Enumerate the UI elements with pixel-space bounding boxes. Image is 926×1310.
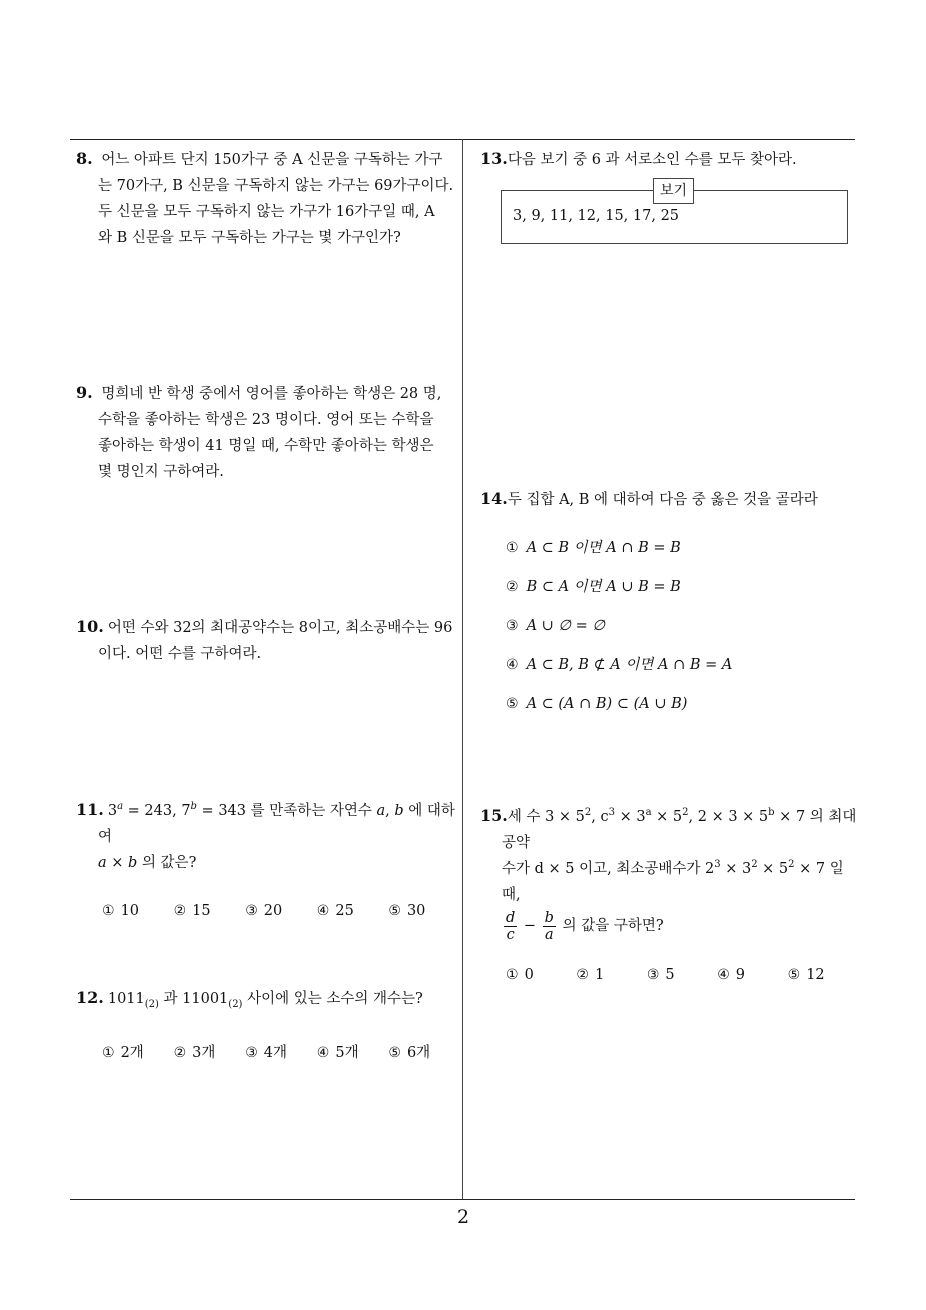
question-number: 9. xyxy=(76,383,93,402)
bottom-rule xyxy=(70,1199,855,1200)
choice-list xyxy=(480,962,858,988)
choice-item[interactable] xyxy=(388,1040,460,1066)
exponent: 2 xyxy=(788,859,795,871)
choice-text: 1 xyxy=(594,967,605,983)
choice-text: A ⊂ B 이면 A ∩ B = B xyxy=(526,540,681,556)
choice-text: 9 xyxy=(735,967,746,983)
expr-part: × 5 xyxy=(757,861,789,877)
choice-marker: ④ xyxy=(717,967,730,983)
exponent: 2 xyxy=(751,859,758,871)
question-9-line xyxy=(76,380,460,407)
denominator: c xyxy=(506,926,515,943)
choice-item[interactable] xyxy=(506,962,576,988)
choice-item[interactable] xyxy=(102,1040,174,1066)
choice-marker: ① xyxy=(102,1045,115,1061)
choice-text: A ⊂ (A ∩ B) ⊂ (A ∪ B) xyxy=(526,696,688,712)
question-15-text: 의 값을 구하면? xyxy=(562,918,664,934)
choice-list xyxy=(76,1040,460,1066)
expr-part: × 7 의 최대공약 xyxy=(502,809,857,851)
choice-marker: ③ xyxy=(646,967,660,983)
question-9-text: 명희네 반 학생 중에서 영어를 좋아하는 학생은 28 명, xyxy=(101,386,442,402)
question-9 xyxy=(76,380,460,485)
choice-item[interactable] xyxy=(245,898,317,924)
choice-item[interactable] xyxy=(245,1040,317,1066)
bogi-title: 보기 xyxy=(653,178,694,204)
choice-marker: ⑤ xyxy=(787,967,801,983)
question-number: 11. xyxy=(76,800,104,819)
expr-part: 세 수 3 × 5 xyxy=(507,809,585,825)
numerator: d xyxy=(506,909,516,926)
question-8-line xyxy=(76,146,460,173)
choice-text: 15 xyxy=(192,903,211,919)
choice-text: 5 xyxy=(665,967,675,983)
choice-marker: ④ xyxy=(506,657,519,673)
expr-part: × 5 xyxy=(651,809,683,825)
question-number: 13. xyxy=(480,149,508,168)
question-number: 14. xyxy=(480,489,508,508)
question-13-line xyxy=(480,146,855,173)
binary-number-1: 1011 xyxy=(107,991,145,1007)
choice-text: A ⊂ B, B ⊄ A 이면 A ∩ B = A xyxy=(526,657,733,673)
fraction-b-over-a xyxy=(543,910,556,943)
expr-part: 수가 d × 5 이고, 최소공배수가 2 xyxy=(502,861,715,877)
expr-part: × 3 xyxy=(720,861,752,877)
choice-text: 0 xyxy=(524,967,534,983)
choice-marker: ⑤ xyxy=(388,1045,401,1061)
choice-item[interactable] xyxy=(174,898,246,924)
choice-marker: ③ xyxy=(506,618,519,634)
question-12-text: 사이에 있는 소수의 개수는? xyxy=(247,991,423,1007)
expr-part: × 3 xyxy=(615,809,646,825)
exponent: b xyxy=(768,807,775,819)
choice-marker: ③ xyxy=(245,903,258,919)
eq2-rhs: = 343 xyxy=(196,803,246,819)
choice-item[interactable] xyxy=(506,691,855,730)
question-8-line: 두 신문을 모두 구독하지 않는 가구가 16가구일 때, A xyxy=(98,204,435,220)
eq1-exp: a xyxy=(117,801,124,813)
expr-part: , 2 × 3 × 5 xyxy=(688,809,769,825)
question-10-text: 어떤 수와 32의 최대공약수는 8이고, 최소공배수는 96 xyxy=(107,620,453,636)
choice-text: 5개 xyxy=(335,1045,359,1061)
question-9-line: 수학을 좋아하는 학생은 23 명이다. 영어 또는 수학을 xyxy=(98,412,434,428)
expr-part: , c xyxy=(591,809,609,825)
exponent: 3 xyxy=(714,859,721,871)
choice-text: 25 xyxy=(335,903,354,919)
choice-marker: ② xyxy=(173,1045,187,1061)
var-b: b xyxy=(394,803,404,819)
question-number: 8. xyxy=(76,149,93,168)
exponent: 2 xyxy=(584,807,592,819)
question-14-text: 두 집합 A, B 에 대하여 다음 중 옳은 것을 골라라 xyxy=(507,492,818,508)
question-10-line xyxy=(76,614,460,641)
question-11-text: 를 만족하는 자연수 xyxy=(250,803,372,819)
choice-text: 20 xyxy=(263,903,283,919)
choice-marker: ⑤ xyxy=(506,696,519,712)
choice-marker: ① xyxy=(506,967,519,983)
expr-a: a xyxy=(98,855,107,871)
question-12-text: 과 xyxy=(163,991,178,1007)
question-12-line xyxy=(76,985,460,1012)
choice-text: 4개 xyxy=(263,1045,287,1061)
choice-marker: ① xyxy=(102,903,115,919)
question-8 xyxy=(76,146,460,251)
question-11-text: 에 대하여 xyxy=(98,803,455,845)
fraction-d-over-c xyxy=(504,910,517,943)
question-15-line xyxy=(480,856,858,908)
choice-item[interactable] xyxy=(788,962,858,988)
question-8-line: 와 B 신문을 모두 구독하는 가구는 몇 가구인가? xyxy=(98,230,401,246)
choice-text: 30 xyxy=(406,903,426,919)
column-divider xyxy=(462,139,463,1200)
binary-number-2: 11001 xyxy=(182,991,229,1007)
question-number: 10. xyxy=(76,617,104,636)
bogi-values: 3, 9, 11, 12, 15, 17, 25 xyxy=(513,208,680,224)
choice-marker: ④ xyxy=(316,1045,330,1061)
choice-text: 6개 xyxy=(406,1045,431,1061)
choice-text: 10 xyxy=(120,903,140,919)
eq1-rhs: = 243, xyxy=(123,803,177,819)
choice-list xyxy=(76,898,460,924)
denominator: a xyxy=(544,926,554,943)
binary-base-2: (2) xyxy=(228,998,243,1010)
choice-text: B ⊂ A 이면 A ∪ B = B xyxy=(526,579,681,595)
question-14 xyxy=(480,486,855,730)
minus-sign: − xyxy=(523,918,537,934)
choice-marker: ② xyxy=(506,579,519,595)
exponent: 2 xyxy=(682,807,689,819)
question-14-line xyxy=(480,486,855,513)
choice-marker: ④ xyxy=(316,903,330,919)
exponent: 3 xyxy=(608,807,615,819)
choice-marker: ② xyxy=(576,967,589,983)
choice-item[interactable] xyxy=(102,898,174,924)
expr-times: × xyxy=(106,855,129,871)
choice-item[interactable] xyxy=(647,962,717,988)
question-11 xyxy=(76,797,460,924)
choice-marker: ③ xyxy=(245,1045,258,1061)
numerator: b xyxy=(544,909,554,926)
choice-item[interactable] xyxy=(576,962,646,988)
expr-part: × 7 일 때, xyxy=(502,861,844,903)
question-15 xyxy=(480,803,858,988)
choice-text: 3개 xyxy=(192,1045,216,1061)
eq1-base: 3 xyxy=(107,803,118,819)
expr-b: b xyxy=(128,855,138,871)
choice-item[interactable] xyxy=(317,898,389,924)
question-11-line xyxy=(76,850,460,876)
question-15-line xyxy=(480,908,858,944)
eq2-base: 7 xyxy=(181,803,191,819)
choice-item[interactable] xyxy=(506,613,855,652)
question-10-line: 이다. 어떤 수를 구하여라. xyxy=(98,646,262,662)
choice-item[interactable] xyxy=(388,898,460,924)
choice-text: 12 xyxy=(806,967,825,983)
page-number: 2 xyxy=(456,1206,470,1228)
question-12 xyxy=(76,985,460,1066)
choice-item[interactable] xyxy=(174,1040,246,1066)
choice-item[interactable] xyxy=(317,1040,389,1066)
question-10 xyxy=(76,614,460,667)
choice-marker: ⑤ xyxy=(388,903,401,919)
choice-marker: ② xyxy=(173,903,187,919)
question-9-line: 몇 명인지 구하여라. xyxy=(98,464,224,480)
question-number: 15. xyxy=(480,806,508,825)
choice-marker: ① xyxy=(506,540,519,556)
choice-item[interactable] xyxy=(506,574,855,613)
comma: , xyxy=(385,803,390,819)
choice-item[interactable] xyxy=(506,652,855,691)
binary-base-1: (2) xyxy=(144,998,159,1010)
choice-list xyxy=(480,535,855,730)
question-15-line xyxy=(480,803,858,856)
question-8-line: 는 70가구, B 신문을 구독하지 않는 가구는 69가구이다. xyxy=(98,178,454,194)
choice-item[interactable] xyxy=(506,535,855,574)
question-11-text: 의 값은? xyxy=(141,855,197,871)
var-a: a xyxy=(376,803,386,819)
question-9-line: 좋아하는 학생이 41 명일 때, 수학만 좋아하는 학생은 xyxy=(98,438,434,454)
choice-text: 2개 xyxy=(120,1045,144,1061)
question-13 xyxy=(480,146,855,173)
choice-text: A ∪ ∅ = ∅ xyxy=(526,618,606,634)
eq2-exp: b xyxy=(190,801,197,813)
question-number: 12. xyxy=(76,988,104,1007)
choice-item[interactable] xyxy=(717,962,787,988)
question-11-line xyxy=(76,797,460,850)
exponent: a xyxy=(645,807,652,819)
question-8-text: 어느 아파트 단지 150가구 중 A 신문을 구독하는 가구 xyxy=(101,152,443,168)
question-13-text: 다음 보기 중 6 과 서로소인 수를 모두 찾아라. xyxy=(507,152,797,168)
